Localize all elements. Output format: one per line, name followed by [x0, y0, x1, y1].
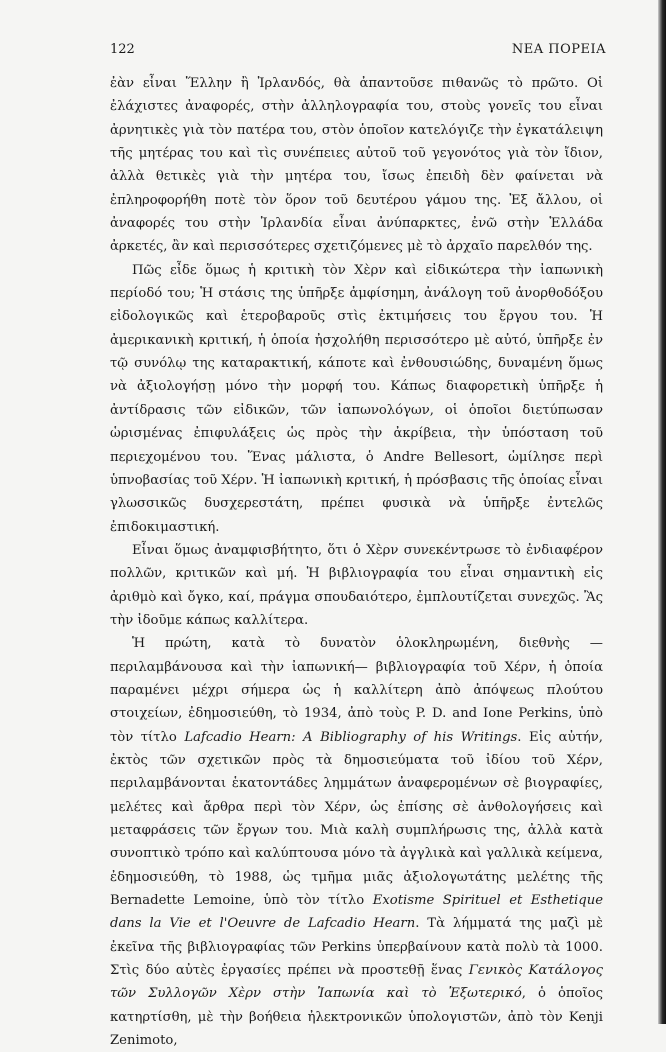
page-header	[110, 42, 606, 64]
italic-title: Lafcadio Hearn: A Bibliography of his Writings	[184, 729, 518, 745]
page-number: 122	[110, 42, 135, 57]
paragraph	[110, 259, 603, 539]
paragraph	[110, 632, 603, 1052]
text-run: . Εἰς αὐτήν, ἐκτὸς τῶν σχετικῶν πρὸς τὰ δημοσιεύματα τοῦ ἰδίου τοῦ Χέρν, περιλαμβάνονται ἑκατοντάδες λημμάτων ἀναφερομένων σὲ βιογραφίες, μελέτες καὶ ἄρθρα περὶ τὸν Χέρν, ὡς ἐπίσης σὲ ἀνθολογήσεις καὶ μεταφράσεις τῶν ἔργων του. Μιὰ καλὴ συμπλήρωσις της, ἀλλὰ κατὰ συνοπτικὸ τρόπο καὶ καλύπτουσα μόνο τὰ ἀγγλικὰ καὶ γαλλικὰ κείμενα, ἐδημοσιεύθη, τὸ 1988, ὡς τμῆμα μιᾶς ἀξιολογωτάτης μελέτης τῆς Bernadette Lemoine, ὑπὸ τὸν τίτλο	[110, 729, 603, 909]
text-run: . Τὰ λήμματά της μαζὶ μὲ ἐκεῖνα τῆς βιβλιογραφίας τῶν Perkins ὑπερβαίνουν κατὰ πολὺ τὰ 1000. Στὶς δύο αὐτὲς ἐργασίες πρέπει νὰ προστεθῇ ἕνας	[110, 916, 603, 979]
book-spine-shadow	[658, 0, 666, 1024]
text-run: Ἡ πρώτη, κατὰ τὸ δυνατὸν ὁλοκληρωμένη, διεθνὴς —περιλαμβάνουσα καὶ τὴν ἰαπωνική— βιβλιογραφία τοῦ Χέρν, ἡ ὁποία παραμένει μέχρι σήμερα ὡς ἡ καλλίτερη ἀπὸ ἀπόψεως πλούτου στοιχείων, ἐδημοσιεύθη, τὸ 1934, ἀπὸ τοὺς P. D. and Ione Perkins, ὑπὸ τὸν τίτλο	[110, 636, 603, 745]
italic-title: Exotisme Spirituel et Esthetique dans la Vie et l'Oeuvre de Lafcadio Hearn	[110, 893, 603, 932]
text-run: Εἶναι ὅμως ἀναμφισβήτητο, ὅτι ὁ Χὲρν συνεκέντρωσε τὸ ἐνδιαφέρον πολλῶν, κριτικῶν καὶ μή. Ἡ βιβλιογραφία του εἶναι σημαντικὴ εἰς ἀριθμὸ καὶ ὄγκο, καί, πράγμα σπουδαιότερο, ἐμπλουτίζεται συνεχῶς. Ἂς τὴν ἰδοῦμε κάπως καλλίτερα.	[110, 542, 603, 628]
text-run: ἐὰν εἶναι Ἕλλην ἢ Ἰρλανδός, θὰ ἀπαντοῦσε πιθανῶς τὸ πρῶτο. Οἱ ἐλάχιστες ἀναφορές, στὴν ἀλληλογραφία του, στοὺς γονεῖς του εἶναι ἀρνητικὲς γιὰ τὸν πατέρα του, στὸν ὁποῖον κατελόγιζε τὴν ἐγκατάλειψη τῆς μητέρας του καὶ τὶς συνέπειες αὐτοῦ τοῦ γεγονότος γιὰ τὸν ἴδιον, ἀλλὰ θετικὲς γιὰ τὴν μητέρα του, ἴσως ἐπειδὴ δὲν φαίνεται νὰ ἐπληροφορήθη ποτὲ τὸν ὅρον τοῦ δευτέρου γάμου της. Ἐξ ἄλλου, οἱ ἀναφορές του στὴν Ἰρλανδία εἶναι ἀνύπαρκτες, ἐνῶ στὴν Ἑλλάδα ἀρκετές, ἂν καὶ περισσότερες σχετιζόμενες μὲ τὸ ἀρχαῖο παρελθόν της.	[110, 76, 603, 255]
paragraph	[110, 539, 603, 632]
italic-title: Γενικὸς Κατάλογος τῶν Συλλογῶν Χὲρν στὴν Ἰαπωνία καὶ τὸ Ἐξωτερικό	[110, 963, 603, 1002]
text-run: , ὁ ὁποῖος κατηρτίσθη, μὲ τὴν βοήθεια ἠλεκτρονικῶν ὑπολογιστῶν, ἀπὸ τὸν Kenji Zenimoto,	[110, 986, 603, 1049]
text-run: Πῶς εἶδε ὅμως ἡ κριτικὴ τὸν Χὲρν καὶ εἰδικώτερα τὴν ἰαπωνικὴ περίοδό του; Ἡ στάσις της ὑπῆρξε ἀμφίσημη, ἀνάλογη τοῦ ἀνορθοδόξου εἰδολογικῶς καὶ ἑτεροβαροῦς στὶς ἐκτιμήσεις του ἔργου του. Ἡ ἀμερικανικὴ κριτική, ἡ ὁποία ἠσχολήθη περισσότερο μὲ αὐτό, ὑπῆρξε ἐν τῷ συνόλῳ της καταρακτική, κάποτε καὶ ἐνθουσιώδης, δυναμένη ὅμως νὰ ἀξιολογήσῃ μόνο τὴν μορφή του. Κάπως διαφορετικὴ ὑπῆρξε ἡ ἀντίδρασις τῶν εἰδικῶν, τῶν ἰαπωνολόγων, οἱ ὁποῖοι διετύπωσαν ὡρισμένας ἐπιφυλάξεις ὡς πρὸς τὴν ἀκρίβεια, τὴν ὑπόσταση τοῦ περιεχομένου του. Ἕνας μάλιστα, ὁ Andre Bellesort, ὡμίλησε περὶ ὑπνοβασίας τοῦ Χέρν. Ἡ ἰαπωνικὴ κριτική, ἡ πρόσβασις τῆς ὁποίας εἶναι γλωσσικῶς δυσχερεστάτη, πρέπει φυσικὰ νὰ ὑπῆρξε ἐντελῶς ἐπιδοκιμαστική.	[110, 262, 603, 535]
running-title: ΝΕΑ ΠΟΡΕΙΑ	[511, 42, 606, 57]
body-text	[110, 72, 603, 1052]
paragraph	[110, 72, 603, 259]
